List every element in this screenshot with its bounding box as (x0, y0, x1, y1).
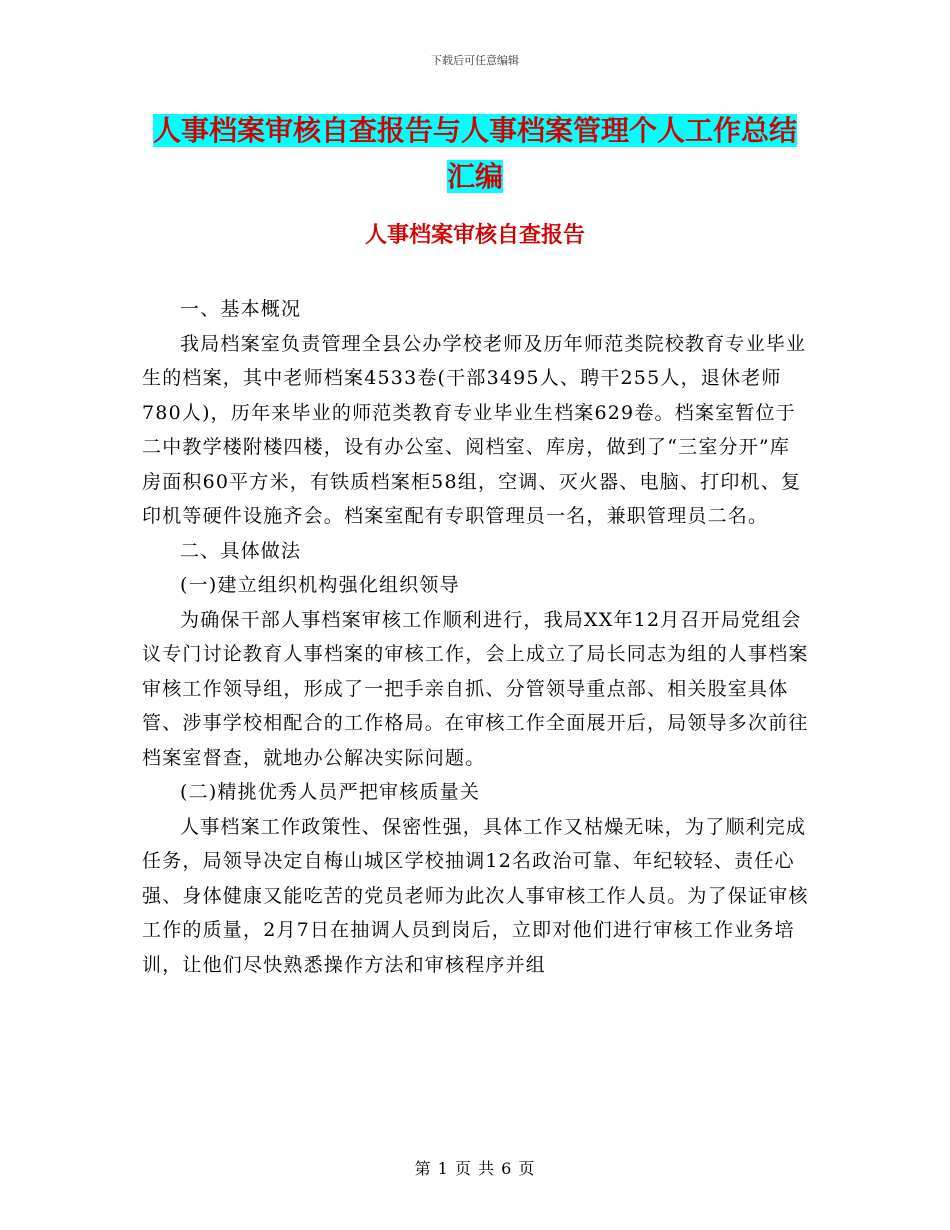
header-note: 下载后可任意编辑 (431, 54, 519, 67)
subheading-personnel: (二)精挑优秀人员严把审核质量关 (180, 781, 481, 803)
paragraph-overview: 我局档案室负责管理全县公办学校老师及历年师范类院校教育专业毕业生的档案，其中老师档案4533卷(干部3495人、聘干255人，退休老师780人)，历年来毕业的师范类教育专业毕业生档案629卷。档案室暂位于二中教学楼附楼四楼，设有办公室、阅档室、库房，做到了“三室分开”库房面积60平方米，有铁质档案柜58组，空调、灭火器、电脑、打印机、复印机等硬件设施齐会。档案室配有专职管理员一名，兼职管理员二名。 (142, 332, 807, 527)
page-footer: 第 1 页 共 6 页 (414, 1159, 536, 1178)
main-title-line-1: 人事档案审核自查报告与人事档案管理个人工作总结 (152, 114, 797, 147)
heading-basic-overview: 一、基本概况 (180, 298, 302, 320)
main-title (140, 108, 810, 200)
paragraph-personnel: 人事档案工作政策性、保密性强，具体工作又枯燥无味，为了顺利完成任务，局领导决定自梅山城区学校抽调12名政治可靠、年纪较轻、责任心强、身体健康又能吃苦的党员老师为此次人事审核工作人员。为了保证审核工作的质量，2月7日在抽调人员到岗后，立即对他们进行审核工作业务培训，让他们尽快熟悉操作方法和审核程序并组 (142, 815, 809, 976)
heading-specific-practices: 二、具体做法 (180, 539, 302, 562)
paragraph-organization: 为确保干部人事档案审核工作顺利进行，我局XX年12月召开局党组会议专门讨论教育人事档案的审核工作，会上成立了局长同志为组的人事档案审核工作领导组，形成了一把手亲自抓、分管领导重点部、相关股室具体管、涉事学校相配合的工作格局。在审核工作全面展开后，局领导多次前往档案室督查，就地办公解决实际问题。 (142, 608, 809, 769)
body-text (142, 292, 810, 982)
section-title: 人事档案审核自查报告 (364, 222, 585, 248)
subheading-organization: (一)建立组织机构强化组织领导 (180, 574, 460, 596)
main-title-line-2: 汇编 (446, 160, 503, 193)
